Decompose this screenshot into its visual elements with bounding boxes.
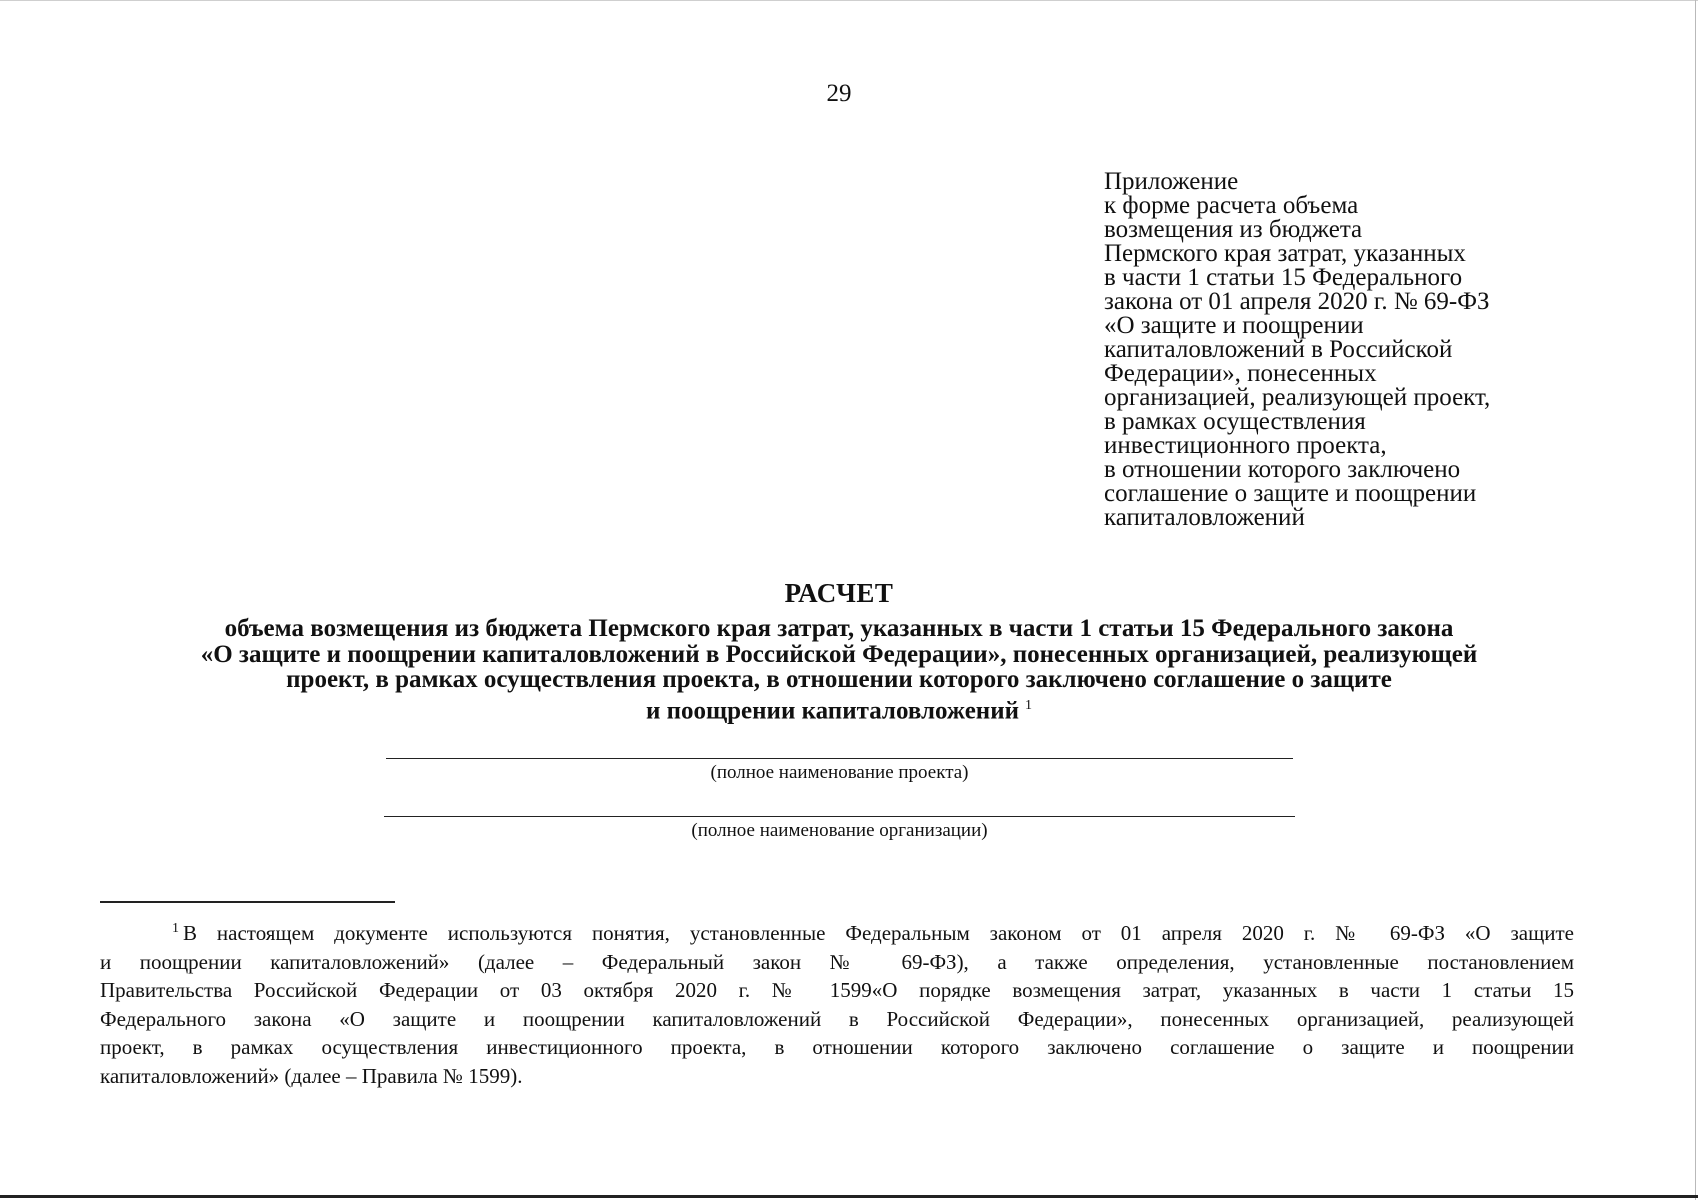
- appendix-line: в части 1 статьи 15 Федерального: [1104, 264, 1463, 291]
- subtitle-line: «О защите и поощрении капиталовложений в Российской Федерации», понесенных организацией, реализующей: [200, 640, 1478, 668]
- appendix-line: инвестиционного проекта,: [1104, 432, 1387, 459]
- appendix-line: возмещения из бюджета: [1104, 216, 1363, 243]
- appendix-line: в отношении которого заключено: [1104, 456, 1461, 483]
- subtitle-line: и поощрении капиталовложений: [645, 696, 1020, 724]
- page-right-edge: [1695, 0, 1696, 1200]
- document-subtitle: [0, 616, 1678, 723]
- subtitle-line-last: [0, 693, 1678, 724]
- footnote-line-text: В настоящем документе используются понятия, установленные Федеральным законом от 01 апреля 2020 г. № 69-ФЗ «О защите: [183, 921, 1574, 945]
- subtitle-line: проект, в рамках осуществления проекта, в отношении которого заключено соглашение о защите: [286, 666, 1392, 693]
- appendix-line: организацией, реализующей проект,: [1104, 384, 1491, 411]
- project-name-caption: (полное наименование проекта): [710, 762, 969, 783]
- footnote-separator: [100, 901, 395, 903]
- appendix-line: капиталовложений: [1104, 504, 1305, 531]
- appendix-line: в рамках осуществления: [1104, 408, 1366, 435]
- subtitle-line: объема возмещения из бюджета Пермского края затрат, указанных в части 1 статьи 15 Федерального закона: [224, 615, 1454, 642]
- footnote-line: проект, в рамках осуществления инвестиционного проекта, в отношении которого заключено соглашение о защите и поощрении: [100, 1035, 1574, 1059]
- appendix-line: Федерации», понесенных: [1104, 360, 1377, 387]
- appendix-line: Приложение: [1104, 168, 1239, 195]
- organization-name-caption: (полное наименование организации): [691, 820, 988, 841]
- footnote-line: Правительства Российской Федерации от 03 октября 2020 г. № 1599«О порядке возмещения затрат, указанных в части 1 статьи 15: [100, 978, 1574, 1002]
- footnote: [100, 915, 1574, 1090]
- appendix-line: закона от 01 апреля 2020 г. № 69-ФЗ: [1104, 288, 1490, 315]
- appendix-line: соглашение о защите и поощрении: [1104, 480, 1477, 507]
- footnote-line: [100, 915, 1574, 948]
- footnote-line: капиталовложений» (далее – Правила № 1599).: [100, 1063, 523, 1088]
- appendix-line: к форме расчета объема: [1104, 192, 1359, 219]
- appendix-line: «О защите и поощрении: [1104, 312, 1364, 339]
- footnote-mark: 1: [172, 921, 179, 936]
- footnote-line: и поощрении капиталовложений» (далее – Федеральный закон № 69-ФЗ), а также определения, установленные постановлением: [100, 949, 1574, 974]
- footnote-line: Федерального закона «О защите и поощрении капиталовложений в Российской Федерации», понесенных организацией, реализующей: [100, 1006, 1574, 1031]
- appendix-line: капиталовложений в Российской: [1104, 336, 1453, 363]
- appendix-block: [1104, 170, 1684, 530]
- page-number: 29: [826, 80, 852, 107]
- appendix-line: Пермского края затрат, указанных: [1104, 240, 1466, 267]
- document-title: РАСЧЕТ: [784, 578, 894, 608]
- page-bottom-edge: [0, 1195, 1698, 1198]
- page-top-edge: [0, 0, 1698, 1]
- organization-name-field-line[interactable]: [384, 816, 1295, 817]
- footnote-reference-mark: 1: [1025, 697, 1033, 713]
- project-name-field-line[interactable]: [386, 758, 1293, 759]
